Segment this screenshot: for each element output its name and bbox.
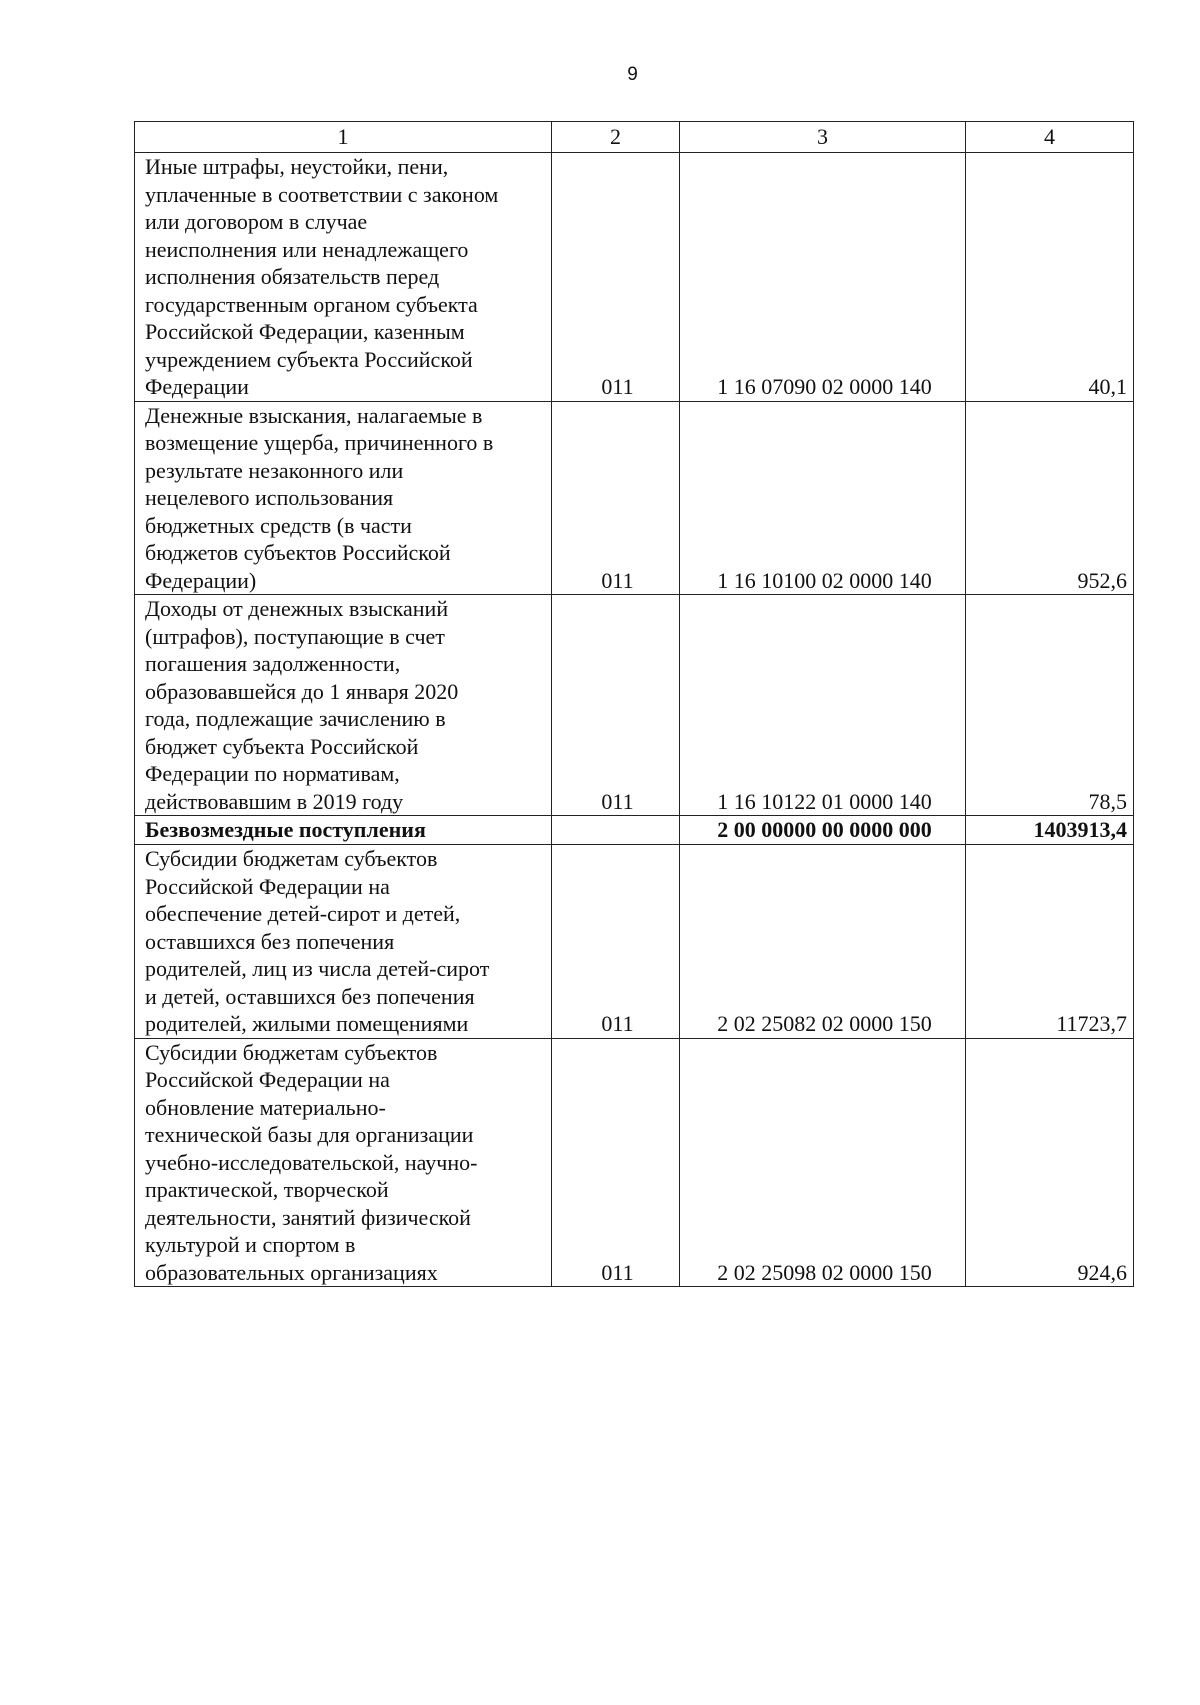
column-header-4: 4 bbox=[966, 122, 1134, 153]
description-line: родителей, жилыми помещениями bbox=[145, 1011, 469, 1036]
row-budget-code: 1 16 07090 02 0000 140 bbox=[680, 153, 966, 402]
row-amount: 11723,7 bbox=[966, 845, 1134, 1039]
table-row bbox=[135, 401, 1134, 595]
description-line: бюджетных средств (в части bbox=[145, 512, 412, 538]
description-line: учреждением субъекта Российской bbox=[145, 346, 473, 372]
table-row bbox=[135, 816, 1134, 845]
description-line: учебно-исследовательской, научно- bbox=[145, 1149, 478, 1175]
description-line: обновление материально- bbox=[145, 1094, 386, 1120]
description-line: погашения задолженности, bbox=[145, 651, 401, 676]
row-amount: 40,1 bbox=[966, 153, 1134, 402]
description-line: Доходы от денежных взысканий bbox=[145, 596, 449, 621]
description-line: Российской Федерации, казенным bbox=[145, 319, 465, 344]
column-header-2: 2 bbox=[552, 122, 680, 153]
row-description bbox=[135, 1038, 552, 1287]
description-line: деятельности, занятий физической bbox=[145, 1204, 471, 1230]
description-line: Федерации по нормативам, bbox=[145, 761, 400, 786]
row-budget-code: 2 02 25098 02 0000 150 bbox=[680, 1038, 966, 1287]
row-budget-code: 2 02 25082 02 0000 150 bbox=[680, 845, 966, 1039]
row-admin-code bbox=[552, 816, 680, 845]
description-line: нецелевого использования bbox=[145, 485, 394, 510]
description-line: Субсидии бюджетам субъектов bbox=[145, 846, 438, 871]
row-description bbox=[135, 816, 552, 845]
description-line: или договором в случае bbox=[145, 209, 368, 234]
description-line: практической, творческой bbox=[145, 1177, 389, 1202]
row-amount: 78,5 bbox=[966, 595, 1134, 816]
row-description bbox=[135, 401, 552, 595]
row-budget-code: 2 00 00000 00 0000 000 bbox=[680, 816, 966, 845]
table-row bbox=[135, 595, 1134, 816]
description-line: (штрафов), поступающие в счет bbox=[145, 623, 445, 649]
description-line: образовательных организациях bbox=[145, 1259, 438, 1285]
description-line: Федерации bbox=[145, 374, 249, 399]
row-description bbox=[135, 595, 552, 816]
description-line: и детей, оставшихся без попечения bbox=[145, 983, 475, 1009]
description-line: Безвозмездные поступления bbox=[145, 817, 426, 842]
row-description bbox=[135, 845, 552, 1039]
row-admin-code: 011 bbox=[552, 845, 680, 1039]
row-admin-code: 011 bbox=[552, 1038, 680, 1287]
table-row bbox=[135, 845, 1134, 1039]
row-admin-code: 011 bbox=[552, 401, 680, 595]
description-line: результате незаконного или bbox=[145, 457, 404, 483]
description-line: Иные штрафы, неустойки, пени, bbox=[145, 154, 449, 179]
description-line: бюджет субъекта Российской bbox=[145, 733, 419, 759]
description-line: государственным органом субъекта bbox=[145, 291, 478, 317]
description-line: Федерации) bbox=[145, 567, 257, 593]
description-line: Российской Федерации на bbox=[145, 873, 390, 899]
table-row bbox=[135, 1038, 1134, 1287]
row-admin-code: 011 bbox=[552, 153, 680, 402]
row-amount: 952,6 bbox=[966, 401, 1134, 595]
description-line: исполнения обязательств перед bbox=[145, 264, 440, 289]
description-line: бюджетов субъектов Российской bbox=[145, 540, 451, 565]
description-line: Денежные взыскания, налагаемые в bbox=[145, 402, 483, 428]
description-line: неисполнения или ненадлежащего bbox=[145, 236, 469, 262]
description-line: действовавшим в 2019 году bbox=[145, 788, 404, 814]
description-line: образовавшейся до 1 января 2020 bbox=[145, 678, 459, 704]
description-line: оставшихся без попечения bbox=[145, 928, 395, 954]
column-header-3: 3 bbox=[680, 122, 966, 153]
row-budget-code: 1 16 10122 01 0000 140 bbox=[680, 595, 966, 816]
row-budget-code: 1 16 10100 02 0000 140 bbox=[680, 401, 966, 595]
budget-table bbox=[134, 121, 1134, 1287]
table-body bbox=[135, 153, 1134, 1287]
row-amount: 1403913,4 bbox=[966, 816, 1134, 845]
page-number: 9 bbox=[627, 64, 638, 85]
description-line: возмещение ущерба, причиненного в bbox=[145, 430, 494, 455]
column-header-1: 1 bbox=[135, 122, 552, 153]
description-line: Субсидии бюджетам субъектов bbox=[145, 1039, 438, 1065]
description-line: года, подлежащие зачислению в bbox=[145, 706, 446, 731]
description-line: технической базы для организации bbox=[145, 1122, 474, 1147]
row-amount: 924,6 bbox=[966, 1038, 1134, 1287]
description-line: культурой и спортом в bbox=[145, 1232, 356, 1257]
description-line: Российской Федерации на bbox=[145, 1067, 390, 1092]
description-line: обеспечение детей-сирот и детей, bbox=[145, 901, 461, 926]
table-header-row bbox=[135, 122, 1134, 153]
row-admin-code: 011 bbox=[552, 595, 680, 816]
table-row bbox=[135, 153, 1134, 402]
description-line: уплаченные в соответствии с законом bbox=[145, 181, 499, 207]
description-line: родителей, лиц из числа детей-сирот bbox=[145, 956, 490, 981]
row-description bbox=[135, 153, 552, 402]
